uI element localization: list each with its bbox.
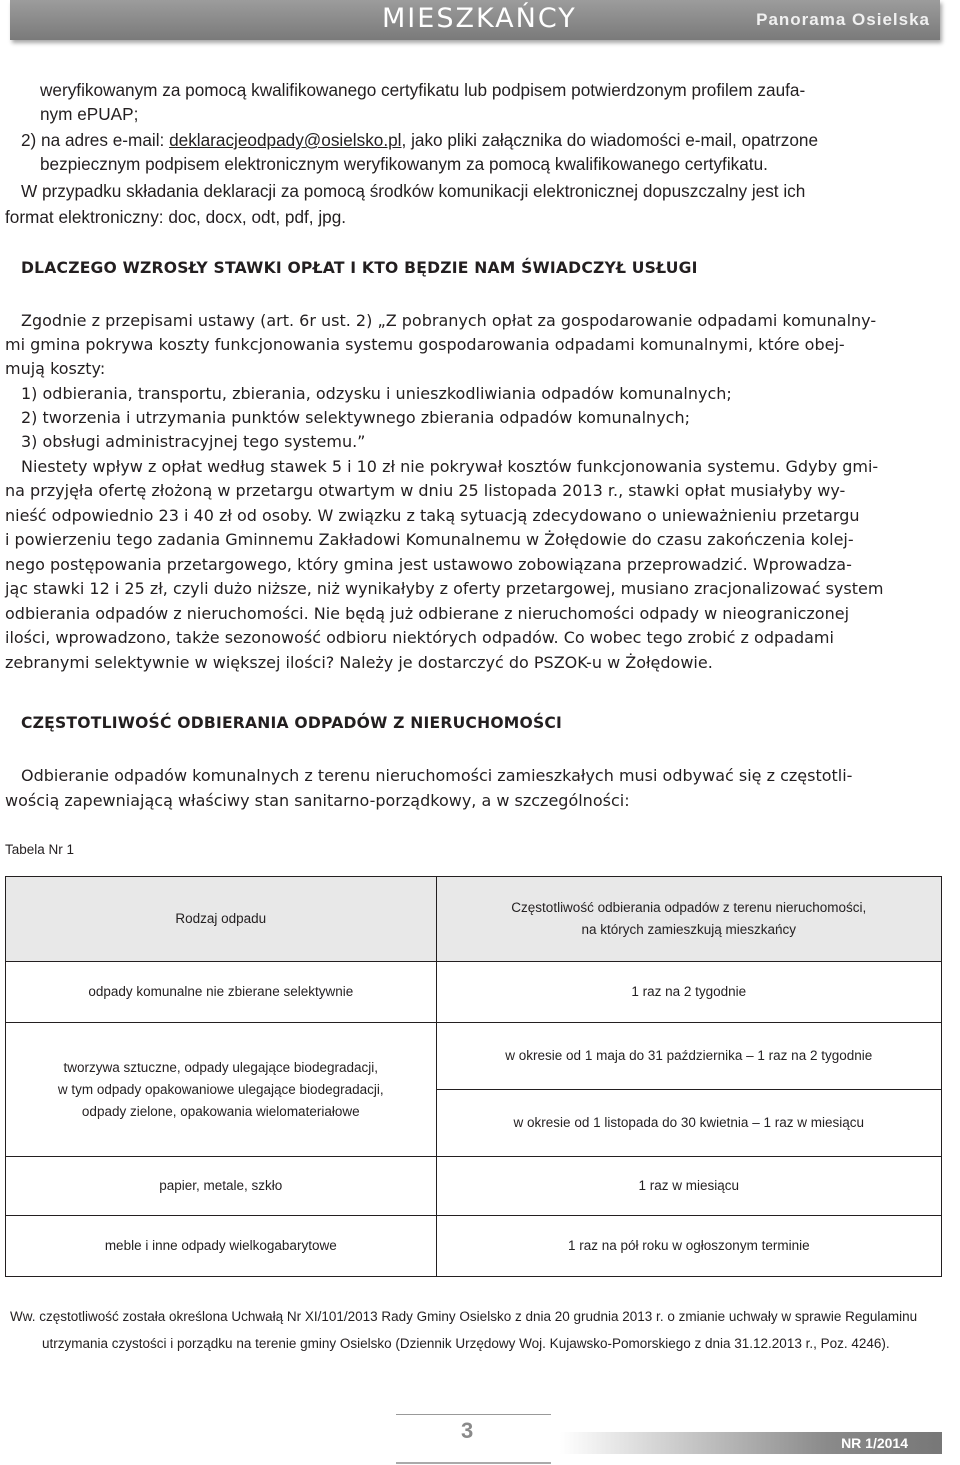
- section-title: MIESZKAŃCY: [382, 3, 577, 34]
- table-row: [6, 1157, 942, 1216]
- intro-line: W przypadku składania deklaracji za pomocą środków komunikacji elektronicznej dopuszczalny jest ich: [21, 181, 806, 201]
- body-line: zebranymi selektywnie w większej ilości? Należy je dostarczyć do PSZOK-u w Żołędowie.: [5, 653, 713, 672]
- body-line: nieść odpowiednio 23 i 40 zł od osoby. W związku z taką sytuacją zdecydowano o unieważnieniu przetargu: [5, 506, 860, 525]
- table-header-row: [6, 877, 942, 962]
- divider: [396, 1462, 551, 1464]
- section-heading: CZĘSTOTLIWOŚĆ ODBIERANIA ODPADÓW Z NIERUCHOMOŚCI: [21, 714, 563, 732]
- table-cell: tworzywa sztuczne, odpady ulegające biodegradacji, w tym odpady opakowaniowe ulegające biodegradacji, odpady zielone, opakowania wielomateriałowe: [6, 1023, 437, 1157]
- email-link[interactable]: deklaracjeodpady@osielsko.pl: [169, 130, 402, 150]
- table-cell: 1 raz na 2 tygodnie: [436, 962, 941, 1023]
- body-line: mują koszty:: [5, 359, 106, 378]
- page-header: [10, 0, 940, 40]
- intro-line-email: 2) na adres e-mail: deklaracjeodpady@osielsko.pl, jako pliki załącznika do wiadomości e-mail, opatrzone: [21, 130, 819, 150]
- body-line: Niestety wpływ z opłat według stawek 5 i 10 zł nie pokrywał kosztów funkcjonowania systemu. Gdyby gmi-: [21, 457, 879, 476]
- table-row: [6, 1216, 942, 1277]
- table-cell: [436, 1023, 941, 1157]
- body-line: nego postępowania przetargowego, który gmina jest ustawowo zobowiązana przeprowadzić. Wprowadza-: [5, 555, 852, 574]
- table-caption: Tabela Nr 1: [5, 842, 75, 857]
- table-cell: 1 raz w miesiącu: [436, 1157, 941, 1216]
- body-line: odbierania odpadów z nieruchomości. Nie będą już odbierane z nieruchomości odpady w nieograniczonej: [5, 604, 850, 623]
- table-cell: papier, metale, szkło: [6, 1157, 437, 1216]
- table-cell: 1 raz na pół roku w ogłoszonym terminie: [436, 1216, 941, 1277]
- body-line: ilości, wprowadzono, także sezonowość odbioru niektórych odpadów. Co wobec tego zrobić z odpadami: [5, 628, 834, 647]
- intro-line: bezpiecznym podpisem elektronicznym weryfikowanym za pomocą kwalifikowanego certyfikatu.: [40, 154, 768, 174]
- body-line: jąc stawki 12 i 25 zł, czyli dużo niższe, niż wynikałyby z oferty przetargowej, musiano zracjonalizować system: [5, 579, 884, 598]
- column-header: Rodzaj odpadu: [6, 877, 437, 962]
- intro-line: format elektroniczny: doc, docx, odt, pdf, jpg.: [5, 207, 347, 227]
- table-cell: odpady komunalne nie zbierane selektywnie: [6, 962, 437, 1023]
- intro-line: weryfikowanym za pomocą kwalifikowanego certyfikatu lub podpisem potwierdzonym profilem zaufa-: [40, 80, 806, 100]
- table-row: [6, 962, 942, 1023]
- frequency-table: [5, 876, 942, 1277]
- body-line: 3) obsługi administracyjnej tego systemu.”: [21, 432, 366, 451]
- section-heading: DLACZEGO WZROSŁY STAWKI OPŁAT I KTO BĘDZIE NAM ŚWIADCZYŁ USŁUGI: [21, 259, 698, 277]
- body-line: wością zapewniającą właściwy stan sanitarno-porządkowy, a w szczególności:: [5, 791, 630, 810]
- body-line: na przyjęła ofertę złożoną w przetargu otwartym w dniu 25 listopada 2013 r., stawki opłat musiałyby wy-: [5, 481, 846, 500]
- intro-line: nym ePUAP;: [40, 104, 139, 124]
- freq-summer: w okresie od 1 maja do 31 października – 1 raz na 2 tygodnie: [437, 1023, 941, 1090]
- body-line: i powierzeniu tego zadania Gminnemu Zakładowi Komunalnemu w Żołędowie do czasu zakończenia kolej-: [5, 530, 854, 549]
- table-row: [6, 1023, 942, 1157]
- divider: [396, 1414, 551, 1415]
- footnote: Ww. częstotliwość została określona Uchwałą Nr XI/101/2013 Rady Gminy Osielsko z dnia 20 grudnia 2013 r. o zmianie uchwały w sprawie Regulaminu utrzymania czystości i porządku na terenie gminy Osielsko (Dziennik Urzędowy Woj. Kujawsko-Pomorskiego z dnia 31.12.2013 r., Poz. 4246).: [10, 1309, 918, 1351]
- page-number: 3: [461, 1418, 474, 1443]
- issue-number: NR 1/2014: [841, 1435, 908, 1451]
- body-line: Odbieranie odpadów komunalnych z terenu nieruchomości zamieszkałych musi odbywać się z częstotli-: [21, 766, 853, 785]
- publication-name: Panorama Osielska: [756, 10, 930, 29]
- body-line: 1) odbierania, transportu, zbierania, odzysku i unieszkodliwiania odpadów komunalnych;: [21, 384, 732, 403]
- freq-winter: w okresie od 1 listopada do 30 kwietnia – 1 raz w miesiącu: [513, 1115, 864, 1130]
- body-line: mi gmina pokrywa koszty funkcjonowania systemu gospodarowania odpadami komunalnymi, które obej-: [5, 335, 845, 354]
- column-header: Częstotliwość odbierania odpadów z terenu nieruchomości, na których zamieszkują mieszkańcy: [436, 877, 941, 962]
- body-line: Zgodnie z przepisami ustawy (art. 6r ust. 2) „Z pobranych opłat za gospodarowanie odpadami komunalny-: [21, 311, 877, 330]
- table-cell: meble i inne odpady wielkogabarytowe: [6, 1216, 437, 1277]
- body-line: 2) tworzenia i utrzymania punktów selektywnego zbierania odpadów komunalnych;: [21, 408, 690, 427]
- issue-banner: [560, 1432, 942, 1454]
